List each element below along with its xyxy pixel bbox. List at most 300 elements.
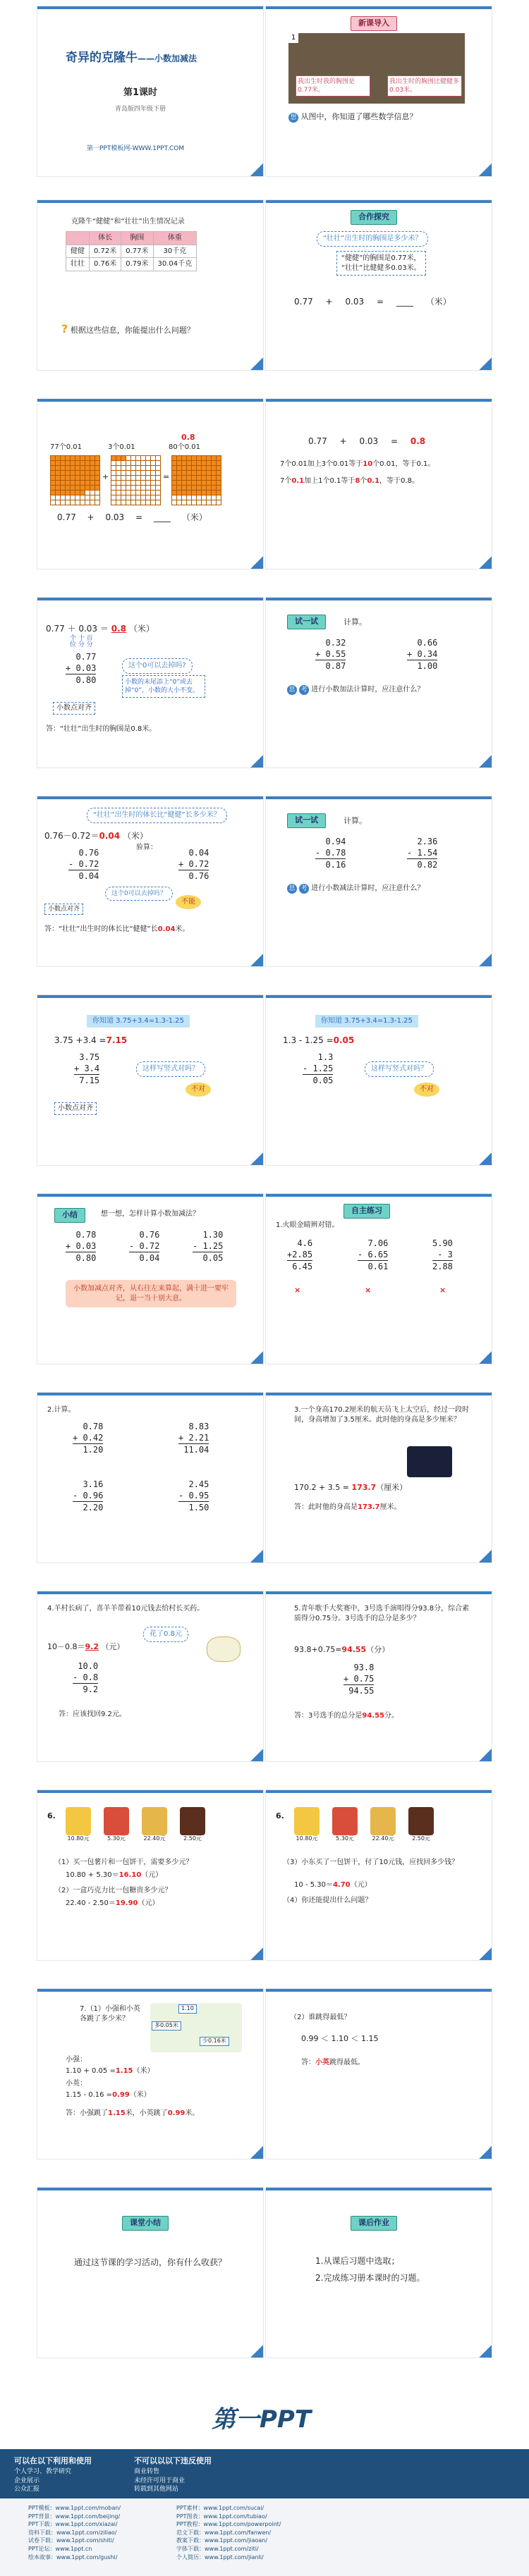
grid-cell [61,495,65,500]
grid-cell [116,500,121,505]
grid-cell [116,456,121,460]
grid-cell [85,466,90,470]
grid-cell [61,466,65,470]
grid-cell [66,486,70,490]
grid-cell [111,500,116,505]
equation: 170.2 + 3.5 = 173.7（厘米） [294,1483,408,1492]
vertical-addition: 3.75 + 3.4 7.15 [74,1052,100,1086]
table-cell: 30.04千克 [153,258,197,271]
grid-cell [156,471,160,475]
problem-number: 6. [276,1811,284,1820]
vertical-calc-c: 5.90 - 3 2.88 [432,1238,453,1272]
grid-cell [56,471,60,475]
section-tag: 合作探究 [351,210,397,225]
grid-cell [111,456,116,460]
grid-cell [116,461,121,465]
vertical-calc-b: 8.83 + 2.21 11.04 [178,1422,209,1455]
grid-cell [66,491,70,495]
grid-cell [71,495,75,500]
footer-link[interactable]: 资料下载：www.1ppt.com/ziliao/ [28,2529,117,2536]
grid-cell [172,495,176,500]
question-1: （1）买一包薯片和一包饼干，需要多少元？ [54,1859,193,1866]
grid-cell [197,500,201,505]
no-badge: 不能 [176,895,201,909]
intro-question: 想 从图中，你知道了哪些数学信息？ [288,112,418,123]
grid-cell [136,471,140,475]
grid-cell [75,461,80,465]
hundred-grid-1 [50,455,100,505]
table-cell: 0.79米 [121,258,153,271]
grid-cell [187,481,191,485]
think-prompt: 思 考 进行小数加法计算时，应注意什么？ [287,685,424,695]
table-heading: 克隆牛“健健”和“壮壮”出生情况记录 [71,218,185,226]
question-3: （3）小东买了一包饼干，付了10元钱，应找回多少钱？ [283,1859,459,1866]
grid-cell [177,481,181,485]
slide-astronaut [265,1392,492,1563]
grid-cell [116,476,121,480]
grid-cell [217,500,221,505]
grid-cell [66,466,70,470]
consider-icon: 考 [299,685,309,695]
facts-box [336,251,426,276]
grid-cell [61,456,65,460]
grid-cell [207,456,211,460]
grid-cell [141,500,145,505]
grid-cell [202,481,206,485]
vertical-calc-b: 0.66 + 0.34 1.00 [407,638,438,672]
grid-cell [212,495,216,500]
question-bubble: “壮壮”出生时的胸围是多少米？ [317,231,428,247]
grid-cell [56,466,60,470]
grid-cell [95,456,99,460]
grid-cell [80,495,85,500]
grid-cell [85,481,90,485]
grid-cell [156,466,160,470]
grid-cell [182,461,186,465]
candy-item: 2.50元 [408,1807,434,1843]
grid-cell [131,471,135,475]
grid-cell [131,500,135,505]
grid-cell [217,486,221,490]
grid-cell [61,461,65,465]
grid-cell [111,471,116,475]
table-question: ? 根据这些信息，你能提出什么问题？ [61,322,195,335]
vertical-calc-b: 2.36 - 1.54 0.82 [407,837,438,870]
hundred-grid-3 [171,455,221,505]
footer-link[interactable]: 范文下载：www.1ppt.com/fanwen/ [176,2529,272,2536]
vertical-calc-a: 4.6 +2.85 6.45 [287,1238,313,1272]
grid-cell [75,481,80,485]
result-label: 0.8 [181,433,195,442]
grid-cell [126,481,130,485]
grid-cell [126,476,130,480]
align-note: 小数点对齐 [44,904,83,915]
chocolate-item: 22.40元 [370,1807,396,1843]
grid-cell [95,466,99,470]
grid-cell [121,456,126,460]
grid-cell [197,491,201,495]
grid-cell [121,495,126,500]
place-value-labels: 个 十 百 位 分 分 [70,635,93,649]
slide-practice-2 [37,1392,264,1563]
grid-cell [116,486,121,490]
slide-snacks-1 [37,1789,264,1961]
grid-cell [66,456,70,460]
grid-cell [182,491,186,495]
sign-label: 少0.16米 [200,2037,229,2046]
grid-cell [121,471,126,475]
brand-text: 第一PPT模板网-WWW.1PPT.COM [87,145,185,152]
grid-cell [85,500,90,505]
forbidden-list: 商业转售 未经许可用于商业 转载到其他网站 [134,2468,186,2494]
lesson-title: 奇异的克隆牛——小数加减法 [66,51,197,65]
vertical-calc-b: 7.06 - 6.65 0.61 [358,1238,389,1272]
equation: 0.77 + 0.03 = ____ （米） [57,512,207,522]
chocolate-item: 22.40元 [142,1807,167,1843]
grid-cell [217,456,221,460]
grid-cell [212,486,216,490]
grid-cell [75,500,80,505]
grid-cell [51,481,55,485]
grid-cell [197,495,201,500]
fact-line: “健健”的胸围是0.77米， [341,254,421,262]
slide-jumping [37,1988,264,2159]
sign-label: 多0.05米 [152,2021,181,2030]
vertical-calc-a: 0.94 - 0.78 0.16 [315,837,346,870]
grid-cell [95,500,99,505]
grid-cell [192,466,196,470]
grid-cell [207,466,211,470]
grid-cell [66,476,70,480]
grid-cell [202,500,206,505]
grid-cell [197,486,201,490]
grid-cell [80,456,85,460]
grid-cell [75,471,80,475]
grid-cell [212,456,216,460]
grid-cell [111,486,116,490]
grid-cell [66,495,70,500]
grid-cell [172,476,176,480]
tip-banner: 你知道 3.75+3.4=1.3-1.25 [315,1015,418,1028]
grid-cell [66,500,70,505]
footer-link[interactable]: 字体下载：www.1ppt.com/ziti/ [176,2545,259,2552]
chips-item: 10.80元 [294,1807,320,1843]
grid-cell [131,466,135,470]
fact-line: “壮壮”比健健多0.03米。 [341,264,421,272]
homework-item-1: 1.从课后习题中选取； [315,2256,400,2266]
grid-cell [146,476,150,480]
vertical-subtraction: 0.76 - 0.72 0.04 [68,848,99,882]
task-text: 3.一个身高170.2厘米的航天员飞上太空后，经过一段时间，身高增加了3.5厘米。此时他的身高是多少厘米？ [294,1406,470,1424]
answer: 答：“壮壮”出生时的胸围是0.8米。 [46,725,157,733]
hundred-grid-2 [111,455,161,505]
equals-sign: = [163,472,170,481]
grid-cell [182,471,186,475]
zero-note: 这个0可以去掉吗？ [105,887,173,901]
grid-cell [75,456,80,460]
grid-cell [71,481,75,485]
grid-cell [207,471,211,475]
grid-cell [71,471,75,475]
footer-link[interactable]: PPT教程：www.1ppt.com/powerpoint/ [176,2521,281,2528]
grid-cell [51,461,55,465]
grid-cell [172,466,176,470]
grid-cell [177,500,181,505]
slide-spot-errors [265,1193,492,1364]
grid-cell [177,491,181,495]
grid-cell [90,476,95,480]
grid-cell [56,481,60,485]
grid-cell [131,456,135,460]
grid-cell [192,456,196,460]
grid-cell [66,471,70,475]
footer-link[interactable]: PPT下载：www.1ppt.com/xiazai/ [28,2521,118,2528]
grid-cell [85,461,90,465]
grid-cell [56,476,60,480]
grid-cell [90,500,95,505]
slide-singer [265,1591,492,1762]
vertical-calc-a: 0.32 + 0.55 0.87 [315,638,346,672]
explain-line-2: 7个0.1加上1个0.1等于8个0.1，等于0.8。 [280,477,419,485]
grid-cell [90,456,95,460]
slide-sub-misaligned [265,994,492,1166]
wrong-mark: × [439,1286,446,1295]
grid-cell [156,495,160,500]
vertical-calc-a: 0.78 + 0.03 0.80 [66,1230,97,1264]
grid-cell [61,481,65,485]
grid-label-1: 77个0.01 [50,443,82,451]
grid-cell [75,486,80,490]
equation: 0.77 ＋ 0.03 ＝ 0.8 （米） [46,624,154,634]
equation: 3.75 +3.4 =7.15 [54,1035,128,1045]
grid-cell [187,461,191,465]
task-text: 计算。 [343,816,367,825]
grid-cell [146,461,150,465]
grid-cell [212,466,216,470]
grid-cell [187,495,191,500]
grid-cell [197,481,201,485]
equation: 0.76－0.72＝0.04 （米） [44,831,148,841]
grid-cell [207,486,211,490]
table-cell: 0.77米 [121,245,153,258]
grid-cell [126,491,130,495]
grid-cell [202,466,206,470]
grid-cell [85,495,90,500]
slide-subtract [37,796,264,967]
sheep-image [207,1637,241,1662]
vertical-calc-d: 2.45 - 0.95 1.50 [178,1479,209,1513]
grid-cell [85,456,90,460]
grid-cell [187,466,191,470]
grid-cell [80,486,85,490]
grid-cell [56,495,60,500]
grid-cell [146,481,150,485]
caption-right: 我出生时的胸围比健健多0.03米。 [387,75,462,97]
grid-cell [75,495,80,500]
slide-summary-rule [37,1193,264,1364]
answer: 答：“壮壮”出生时的体长比“健健”长0.04米。 [44,925,190,933]
grid-cell [187,500,191,505]
footer-links [0,2498,529,2576]
grid-cell [111,495,116,500]
grid-cell [177,495,181,500]
consider-icon: 考 [299,884,309,894]
equation: 1.3 - 1.25 =0.05 [283,1035,355,1045]
grid-cell [177,466,181,470]
section-tag: 课后作业 [351,2216,397,2231]
footer-link[interactable]: PPT背景：www.1ppt.com/beijing/ [28,2513,121,2520]
grid-cell [136,491,140,495]
grid-label-2: 3个0.01 [108,443,135,451]
problem-number: 6. [47,1811,56,1820]
grid-cell [192,481,196,485]
grid-cell [212,481,216,485]
grid-cell [116,466,121,470]
grid-cell [71,456,75,460]
biscuit-item: 5.30元 [104,1807,129,1843]
grid-cell [80,471,85,475]
table-header [66,232,90,245]
question-note: 这样写竖式对吗？ [365,1061,434,1077]
grid-cell [141,491,145,495]
grid-cell [51,486,55,490]
grid-cell [156,461,160,465]
footer-link[interactable]: PPT图表：www.1ppt.com/tubiao/ [176,2513,267,2520]
table-header: 胸围 [121,232,153,245]
grid-cell [121,486,126,490]
grid-cell [56,500,60,505]
grid-cell [126,461,130,465]
grid-cell [116,491,121,495]
grid-cell [187,491,191,495]
grid-cell [187,471,191,475]
grid-cell [212,476,216,480]
grid-cell [182,481,186,485]
homework-item-2: 2.完成练习册本课时的习题。 [315,2273,425,2283]
grid-cell [156,491,160,495]
grid-cell [202,495,206,500]
grid-cell [136,486,140,490]
grid-cell [80,491,85,495]
grid-cell [85,491,90,495]
grid-cell [71,461,75,465]
grid-cell [172,486,176,490]
grid-cell [197,471,201,475]
grid-cell [61,486,65,490]
grid-cell [136,461,140,465]
vertical-addition: 0.77 + 0.03 0.80 [66,652,97,686]
grid-cell [131,486,135,490]
textbook-name: 青岛版四年级下册 [115,106,166,113]
slide-grid-model [37,398,264,569]
section-tag: 试一试 [287,615,326,629]
footer-logo: 第一PPT [212,2405,312,2434]
wrong-mark: × [365,1286,372,1295]
grid-cell [156,500,160,505]
slide-intro [265,6,492,177]
vertical-addition: 93.8 + 0.75 94.55 [343,1663,375,1696]
cows-photo [288,33,465,104]
grid-cell [116,471,121,475]
grid-cell [202,476,206,480]
footer-link[interactable]: 绘本故事：www.1ppt.com/gushi/ [28,2553,118,2560]
footer-link[interactable]: PPT素材：www.1ppt.com/sucai/ [176,2505,264,2511]
grid-cell [187,476,191,480]
footer-link[interactable]: 试卷下载：www.1ppt.com/shiti/ [28,2537,114,2544]
footer-link[interactable]: PPT模板：www.1ppt.com/moban/ [28,2505,121,2511]
grid-cell [75,491,80,495]
grid-cell [146,456,150,460]
slide-explain [265,398,492,569]
footer-link[interactable]: PPT论坛：www.1ppt.cn [28,2545,92,2552]
label-boy: 小强： [66,2056,87,2064]
grid-cell [95,461,99,465]
grid-cell [121,466,126,470]
grid-cell [90,486,95,490]
answer-3: 10 - 5.30＝4.70（元） [294,1881,372,1889]
grid-cell [71,491,75,495]
grid-cell [151,495,155,500]
grid-cell [172,491,176,495]
grid-cell [202,471,206,475]
grid-cell [56,456,60,460]
label-girl: 小英： [66,2080,87,2088]
slide-class-summary [37,2187,264,2358]
grid-cell [90,466,95,470]
grid-cell [131,481,135,485]
grid-cell [177,486,181,490]
think-icon: 想 [288,113,298,123]
grid-cell [202,456,206,460]
grid-cell [182,456,186,460]
grid-cell [111,481,116,485]
grid-cell [131,491,135,495]
grid-cell [177,471,181,475]
task-text: 4.羊村长病了，喜羊羊带着10元钱去给村长买药。 [47,1605,205,1613]
grid-cell [172,500,176,505]
grid-cell [111,476,116,480]
grid-cell [151,491,155,495]
grid-cell [90,481,95,485]
section-tag: 自主练习 [343,1204,390,1219]
grid-cell [202,491,206,495]
footer-link[interactable]: 教案下载：www.1ppt.com/jiaoan/ [176,2537,268,2544]
grid-cell [80,476,85,480]
equation: 0.77 + 0.03 = 0.8 [308,436,426,446]
footer-link[interactable]: 个人简历：www.1ppt.com/jianli/ [176,2553,264,2560]
equation-girl: 1.15 - 0.16 =0.99（米） [66,2091,151,2099]
grid-cell [197,461,201,465]
grid-cell [85,471,90,475]
grid-cell [95,481,99,485]
slide-homework [265,2187,492,2358]
grid-cell [95,471,99,475]
grid-cell [177,456,181,460]
grid-cell [90,461,95,465]
grid-cell [192,471,196,475]
grid-cell [131,461,135,465]
slide-lowest [265,1988,492,2159]
grid-cell [197,456,201,460]
spend-bubble: 花了0.8元 [143,1627,188,1642]
explain-line-1: 7个0.01加上3个0.01等于10个0.01，等于0.1。 [280,460,435,468]
equation: 10－0.8＝9.2 （元） [47,1642,125,1651]
wrong-mark: × [294,1286,301,1295]
grid-cell [207,481,211,485]
grid-cell [146,466,150,470]
grid-cell [192,476,196,480]
grid-cell [51,476,55,480]
